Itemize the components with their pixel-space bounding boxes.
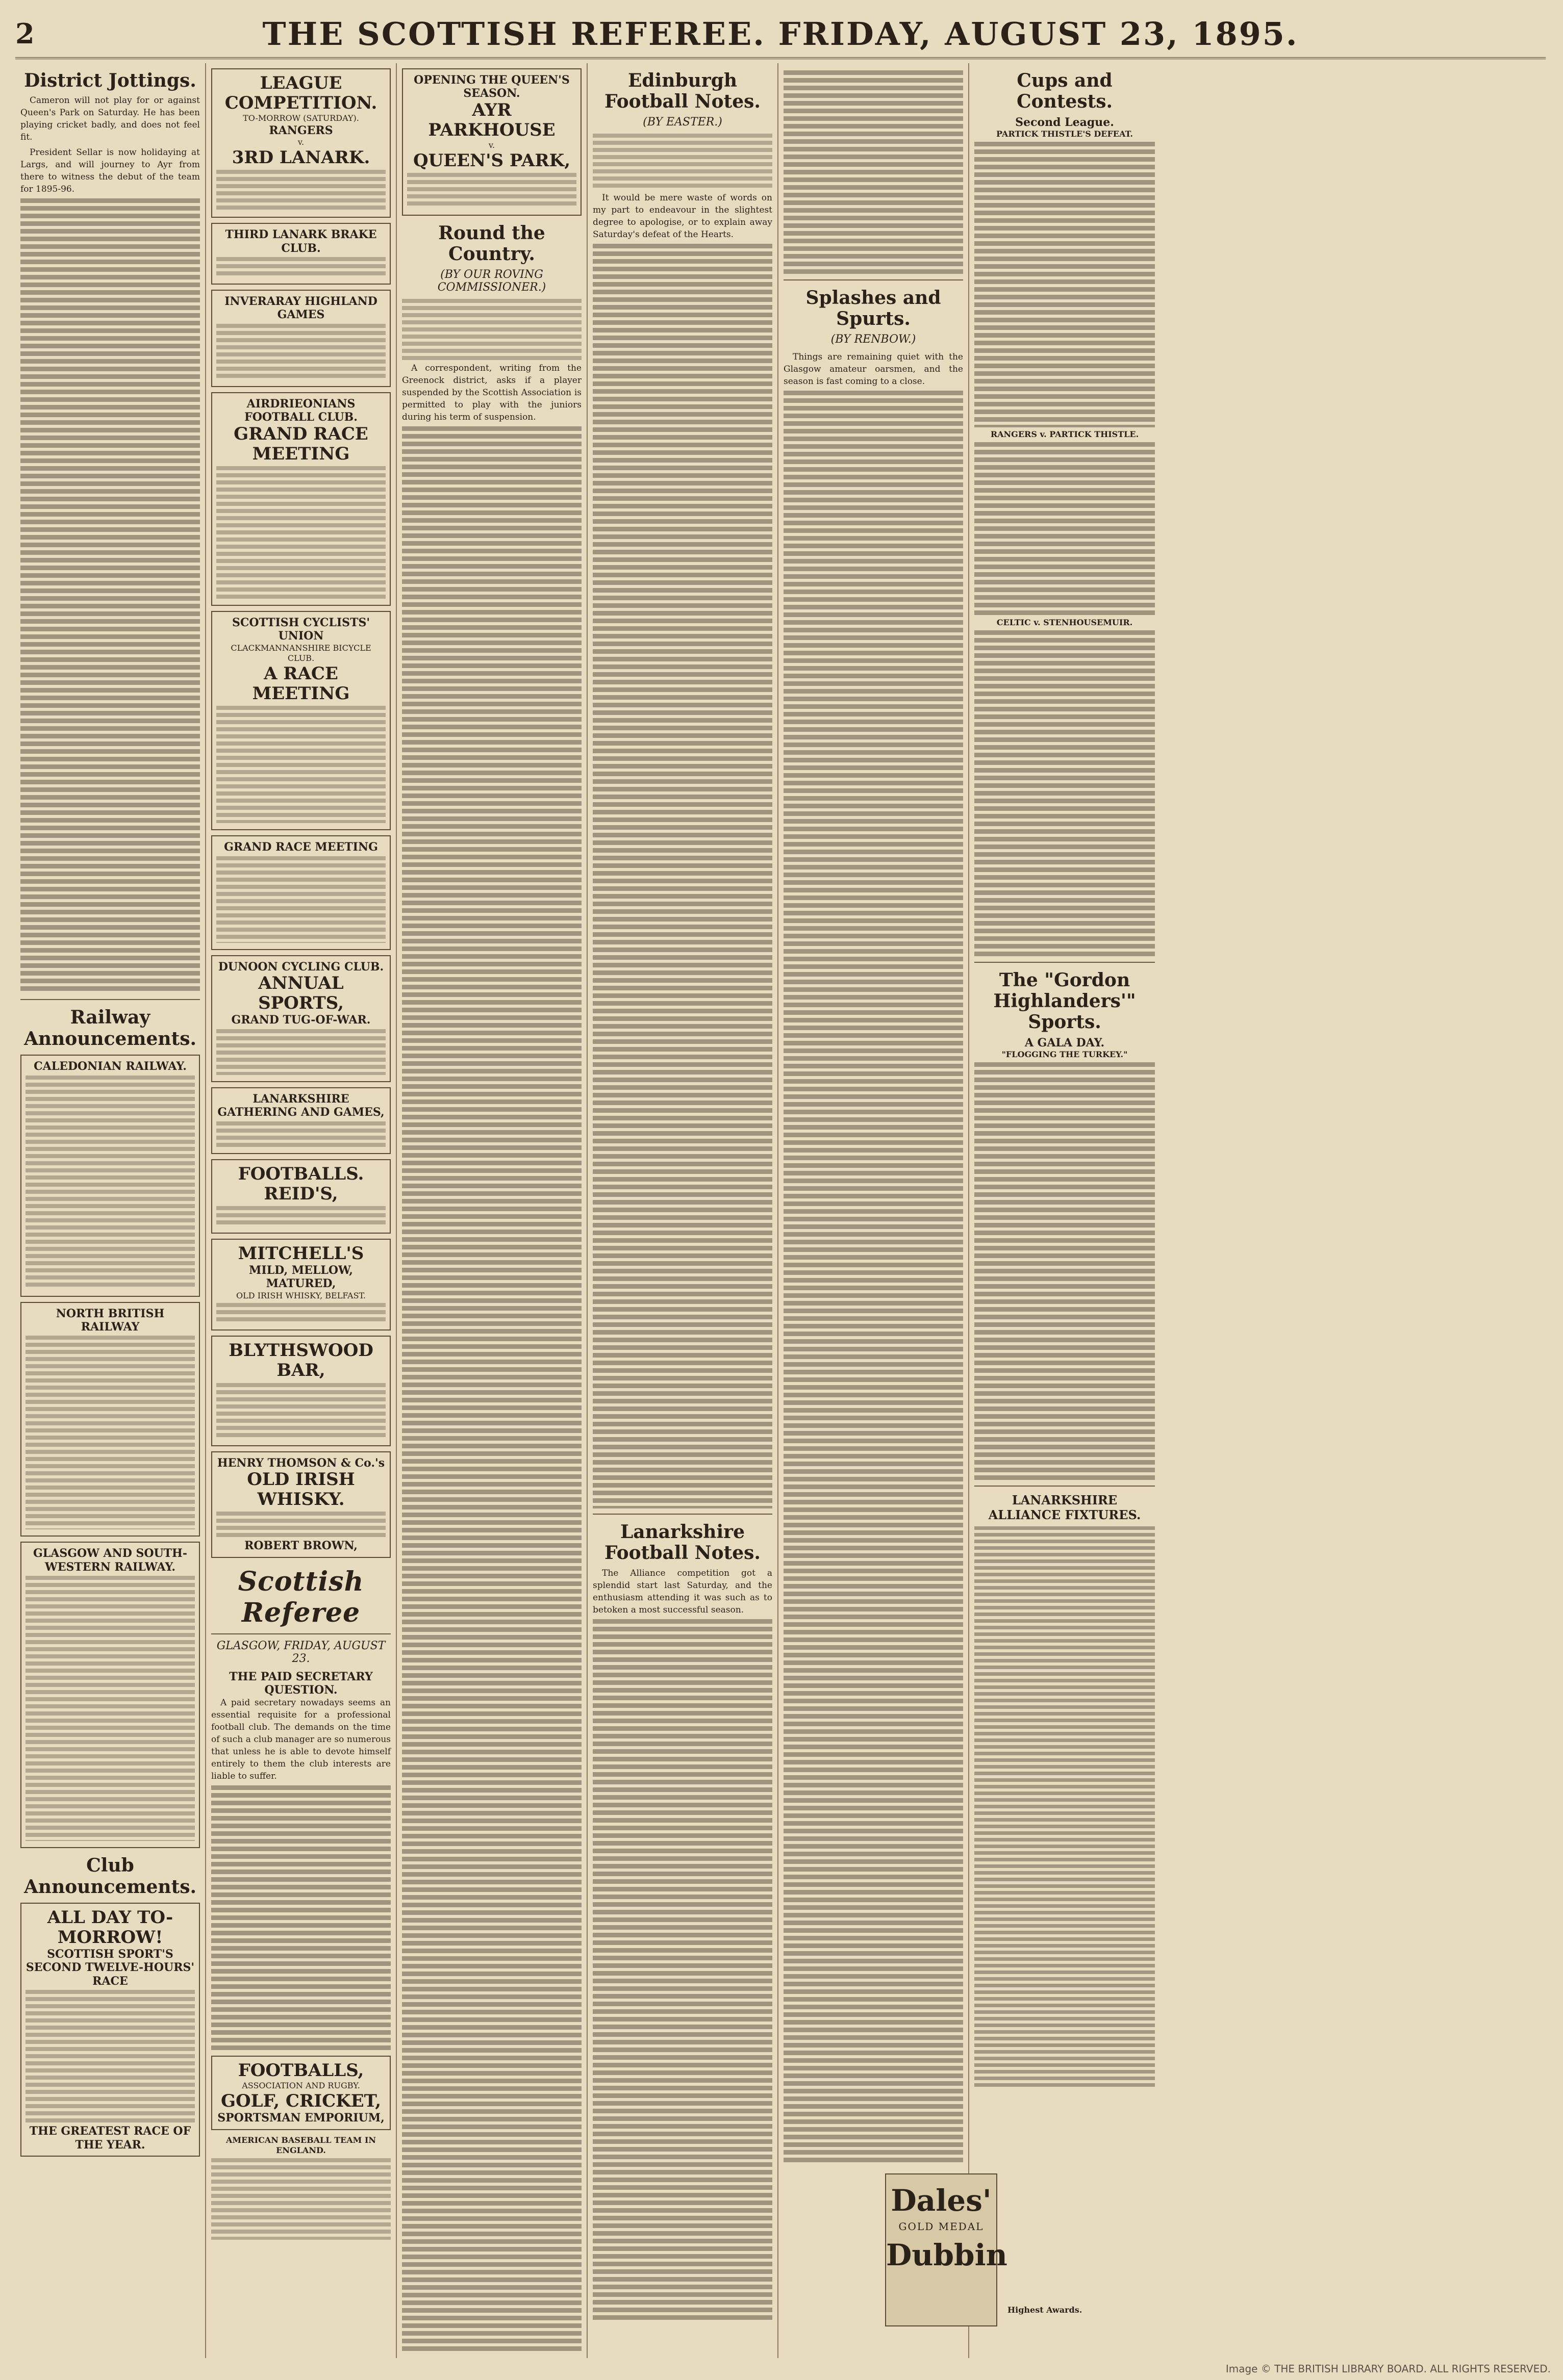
- henry-thomson-ad: [211, 1451, 391, 1558]
- article-paragraph: President Sellar is now holidaying at Largs, and will journey to Ayr from there to witness the debut of the team for 1895-96.: [20, 147, 200, 195]
- ad-subtitle: SPORTSMAN EMPORIUM,: [217, 2111, 385, 2125]
- alliance-fixtures-heading: LANARKSHIRE ALLIANCE FIXTURES.: [988, 1492, 1141, 1522]
- divider: [784, 279, 963, 280]
- ad-text-block: [216, 1512, 386, 1537]
- divider: [974, 1486, 1155, 1487]
- ad-title: CALEDONIAN RAILWAY.: [34, 1060, 187, 1073]
- article-summary-block: [593, 134, 772, 190]
- grand-race-ad: [211, 835, 391, 950]
- lanarkshire-games-ad: [211, 1087, 391, 1154]
- article-paragraph: Things are remaining quiet with the Glasgow amateur oarsmen, and the season is fast coming to a close.: [784, 351, 963, 387]
- ad-subtitle: OLD IRISH WHISKY, BELFAST.: [236, 1290, 366, 1300]
- ad-title: FOOTBALLS.: [238, 1163, 364, 1184]
- column-4: [588, 63, 778, 2358]
- ad-subtitle: AYR PARKHOUSE: [428, 99, 556, 140]
- article-text-block: [784, 391, 963, 2165]
- ad-title: HENRY THOMSON & Co.'s: [217, 1456, 385, 1470]
- gordon-highlanders-heading: The "Gordon Highlanders'" Sports.: [993, 969, 1136, 1033]
- newspaper-title: THE SCOTTISH REFEREE. FRIDAY, AUGUST 23, 1895.: [262, 15, 1299, 53]
- ad-title: GRAND RACE MEETING: [224, 840, 378, 854]
- club-announcements-heading: Club Announcements.: [23, 1855, 197, 1898]
- inveraray-ad: [211, 290, 391, 387]
- divider: [211, 1633, 391, 1634]
- ad-text-block: [26, 1990, 195, 2122]
- byline: (BY EASTER.): [643, 115, 722, 129]
- ad-text-block: [216, 856, 386, 943]
- ad-subtitle: OLD IRISH WHISKY.: [247, 1469, 355, 1510]
- dales-dubbin-ad: [885, 2173, 1007, 2326]
- ad-subtitle: CLACKMANNANSHIRE BICYCLE CLUB.: [231, 643, 371, 663]
- dales-award: Highest Awards.: [1007, 2305, 1082, 2315]
- ad-title: INVERARAY HIGHLAND GAMES: [224, 295, 377, 322]
- column-5: [778, 63, 969, 2358]
- ad-text-block: [407, 173, 576, 209]
- article-paragraph: Cameron will not play for or against Queen's Park on Saturday. He has been playing cricket badly, and does not feel fit.: [20, 95, 200, 143]
- columns: [15, 63, 1546, 2358]
- editorial-heading: THE PAID SECRETARY QUESTION.: [229, 1670, 373, 1697]
- column-6: [969, 63, 1160, 2358]
- twelve-hours-race-ad: [20, 1903, 200, 2157]
- ad-subtitle: TO-MORROW (SATURDAY).: [243, 113, 359, 123]
- ad-subtitle: GOLF, CRICKET,: [220, 2091, 382, 2112]
- caledonian-ad: [20, 1055, 200, 1296]
- article-text-block: [974, 1062, 1155, 1480]
- article-text-block: [593, 1619, 772, 2323]
- ad-title: DUNOON CYCLING CLUB.: [218, 960, 384, 974]
- team-name: 3RD LANARK.: [232, 147, 370, 168]
- ad-text-block: [216, 1029, 386, 1075]
- section-heading: A GALA DAY.: [1024, 1036, 1105, 1050]
- edinburgh-notes-heading: Edinburgh Football Notes.: [604, 70, 761, 113]
- ad-text-block: [26, 1336, 195, 1529]
- divider: [974, 962, 1155, 963]
- section-subheading: "FLOGGING THE TURKEY.": [1001, 1050, 1128, 1060]
- emporium-ad: [211, 2056, 391, 2130]
- cyclists-ad: [211, 611, 391, 831]
- ad-subtitle: REID'S,: [264, 1183, 338, 1204]
- gsw-ad: [20, 1542, 200, 1848]
- airdrie-ad: [211, 392, 391, 606]
- ad-text-block: [216, 1383, 386, 1439]
- league-ad: [211, 68, 391, 218]
- ad-title: FOOTBALLS,: [238, 2060, 364, 2081]
- blythswood-ad: [211, 1336, 391, 1446]
- ad-product: Dubbin: [886, 2238, 1007, 2272]
- queens-season-ad: [402, 68, 582, 216]
- ad-subtitle: A RACE MEETING: [252, 663, 350, 704]
- team-name: RANGERS: [269, 123, 333, 137]
- lanarkshire-notes-heading: Lanarkshire Football Notes.: [604, 1521, 761, 1564]
- ad-text-block: [216, 466, 386, 599]
- railway-heading: Railway Announcements.: [23, 1007, 197, 1050]
- ad-subtitle: ANNUAL SPORTS,: [258, 973, 344, 1014]
- ad-title: THIRD LANARK BRAKE CLUB.: [225, 228, 377, 255]
- section-subheading: RANGERS v. PARTICK THISTLE.: [990, 429, 1139, 439]
- ad-subtitle: GRAND TUG-OF-WAR.: [231, 1013, 371, 1027]
- article-text-block: [974, 442, 1155, 616]
- versus: v.: [488, 140, 495, 150]
- fixtures-table: [974, 1526, 1155, 2087]
- splashes-heading: Splashes and Spurts.: [805, 287, 941, 330]
- article-paragraph: It would be mere waste of words on my part to endeavour in the slightest degree to apologise, or to explain away Saturday's defeat of the Hearts.: [593, 192, 772, 240]
- ad-text-block: [216, 170, 386, 211]
- ad-text-block: [216, 706, 386, 823]
- image-credit: Image © THE BRITISH LIBRARY BOARD. ALL RIGHTS RESERVED.: [1225, 2363, 1551, 2375]
- ad-text-block: [26, 1576, 195, 1841]
- divider: [20, 999, 200, 1000]
- page-number: 2: [15, 17, 35, 50]
- date-line: GLASGOW, FRIDAY, AUGUST 23.: [216, 1639, 386, 1665]
- ad-title: ALL DAY TO-MORROW!: [47, 1907, 173, 1948]
- divider: [593, 1514, 772, 1515]
- ad-subtitle: ROBERT BROWN,: [244, 1539, 358, 1553]
- byline: (BY OUR ROVING COMMISSIONER.): [437, 268, 546, 294]
- article-paragraph: A correspondent, writing from the Greenock district, asks if a player suspended by the Scottish Association is permitted to play with the juniors during his term of suspension.: [402, 363, 582, 422]
- editorial-paragraph: A paid secretary nowadays seems an essential requisite for a professional football club. The demands on the time of such a club manager are so numerous that unless he is able to devote himself entirely to them the club interests are liable to suffer.: [211, 1698, 391, 1782]
- footballs-ad: [211, 1159, 391, 1234]
- ad-title: LEAGUE COMPETITION.: [224, 73, 377, 114]
- ad-title: NORTH BRITISH RAILWAY: [56, 1307, 165, 1334]
- section-subheading: CELTIC v. STENHOUSEMUIR.: [996, 617, 1133, 627]
- dunoon-ad: [211, 955, 391, 1082]
- article-text-block: [20, 198, 200, 994]
- ad-text-block: [26, 1076, 195, 1290]
- cups-heading: Cups and Contests.: [1016, 70, 1113, 113]
- ad-text-block: [216, 257, 386, 277]
- article-continuation: [784, 70, 963, 274]
- ad-text-block: [216, 1206, 386, 1226]
- scottish-referee-logo: Scottish Referee: [238, 1566, 364, 1628]
- ad-text-block: [216, 1303, 386, 1323]
- ad-title: LANARKSHIRE GATHERING AND GAMES,: [217, 1092, 385, 1119]
- baseball-text-block: [211, 2158, 391, 2240]
- masthead: [15, 10, 1546, 59]
- article-summary-block: [402, 299, 582, 360]
- baseball-heading: AMERICAN BASEBALL TEAM IN ENGLAND.: [225, 2135, 376, 2156]
- editorial-text-block: [211, 1785, 391, 2051]
- article-text-block: [593, 244, 772, 1508]
- ad-subtitle: QUEEN'S PARK,: [413, 150, 571, 171]
- ad-title: MITCHELL'S: [238, 1243, 364, 1264]
- section-heading: Second League.: [1015, 115, 1114, 129]
- column-1: [15, 63, 206, 2358]
- article-paragraph: The Alliance competition got a splendid start last Saturday, and the enthusiasm attending it was such as to betoken a most successful season.: [593, 1568, 772, 1615]
- ad-title: GLASGOW AND SOUTH-WESTERN RAILWAY.: [33, 1547, 187, 1574]
- ad-subtitle: SCOTTISH SPORT'S SECOND TWELVE-HOURS' RACE: [26, 1948, 195, 1988]
- column-2: [206, 63, 397, 2358]
- ad-footer: THE GREATEST RACE OF THE YEAR.: [29, 2125, 191, 2152]
- district-jottings-heading: District Jottings.: [24, 70, 196, 91]
- versus: v.: [297, 137, 305, 147]
- article-text-block: [402, 426, 582, 2354]
- ad-text-block: [216, 1121, 386, 1147]
- mitchell-ad: [211, 1239, 391, 1331]
- ad-subtitle: GOLD MEDAL: [898, 2220, 984, 2233]
- section-subheading: PARTICK THISTLE'S DEFEAT.: [996, 129, 1133, 139]
- round-the-country-heading: Round the Country.: [438, 222, 545, 265]
- north-british-ad: [20, 1302, 200, 1537]
- article-text-block: [974, 142, 1155, 427]
- ad-title: SCOTTISH CYCLISTS' UNION: [232, 616, 370, 643]
- ad-title: Dales': [891, 2183, 992, 2218]
- ad-text-block: [216, 324, 386, 380]
- column-3: [397, 63, 588, 2358]
- ad-title: AIRDRIEONIANS FOOTBALL CLUB.: [244, 397, 358, 424]
- ad-title: BLYTHSWOOD BAR,: [229, 1340, 373, 1381]
- byline: (BY RENBOW.): [830, 332, 916, 346]
- ad-subtitle: ASSOCIATION AND RUGBY.: [242, 2081, 360, 2091]
- brake-club-ad: [211, 223, 391, 285]
- article-text-block: [974, 630, 1155, 957]
- ad-title: OPENING THE QUEEN'S SEASON.: [414, 73, 570, 100]
- ad-subtitle: GRAND RACE MEETING: [234, 423, 368, 464]
- ad-subtitle: MILD, MELLOW, MATURED,: [249, 1263, 353, 1291]
